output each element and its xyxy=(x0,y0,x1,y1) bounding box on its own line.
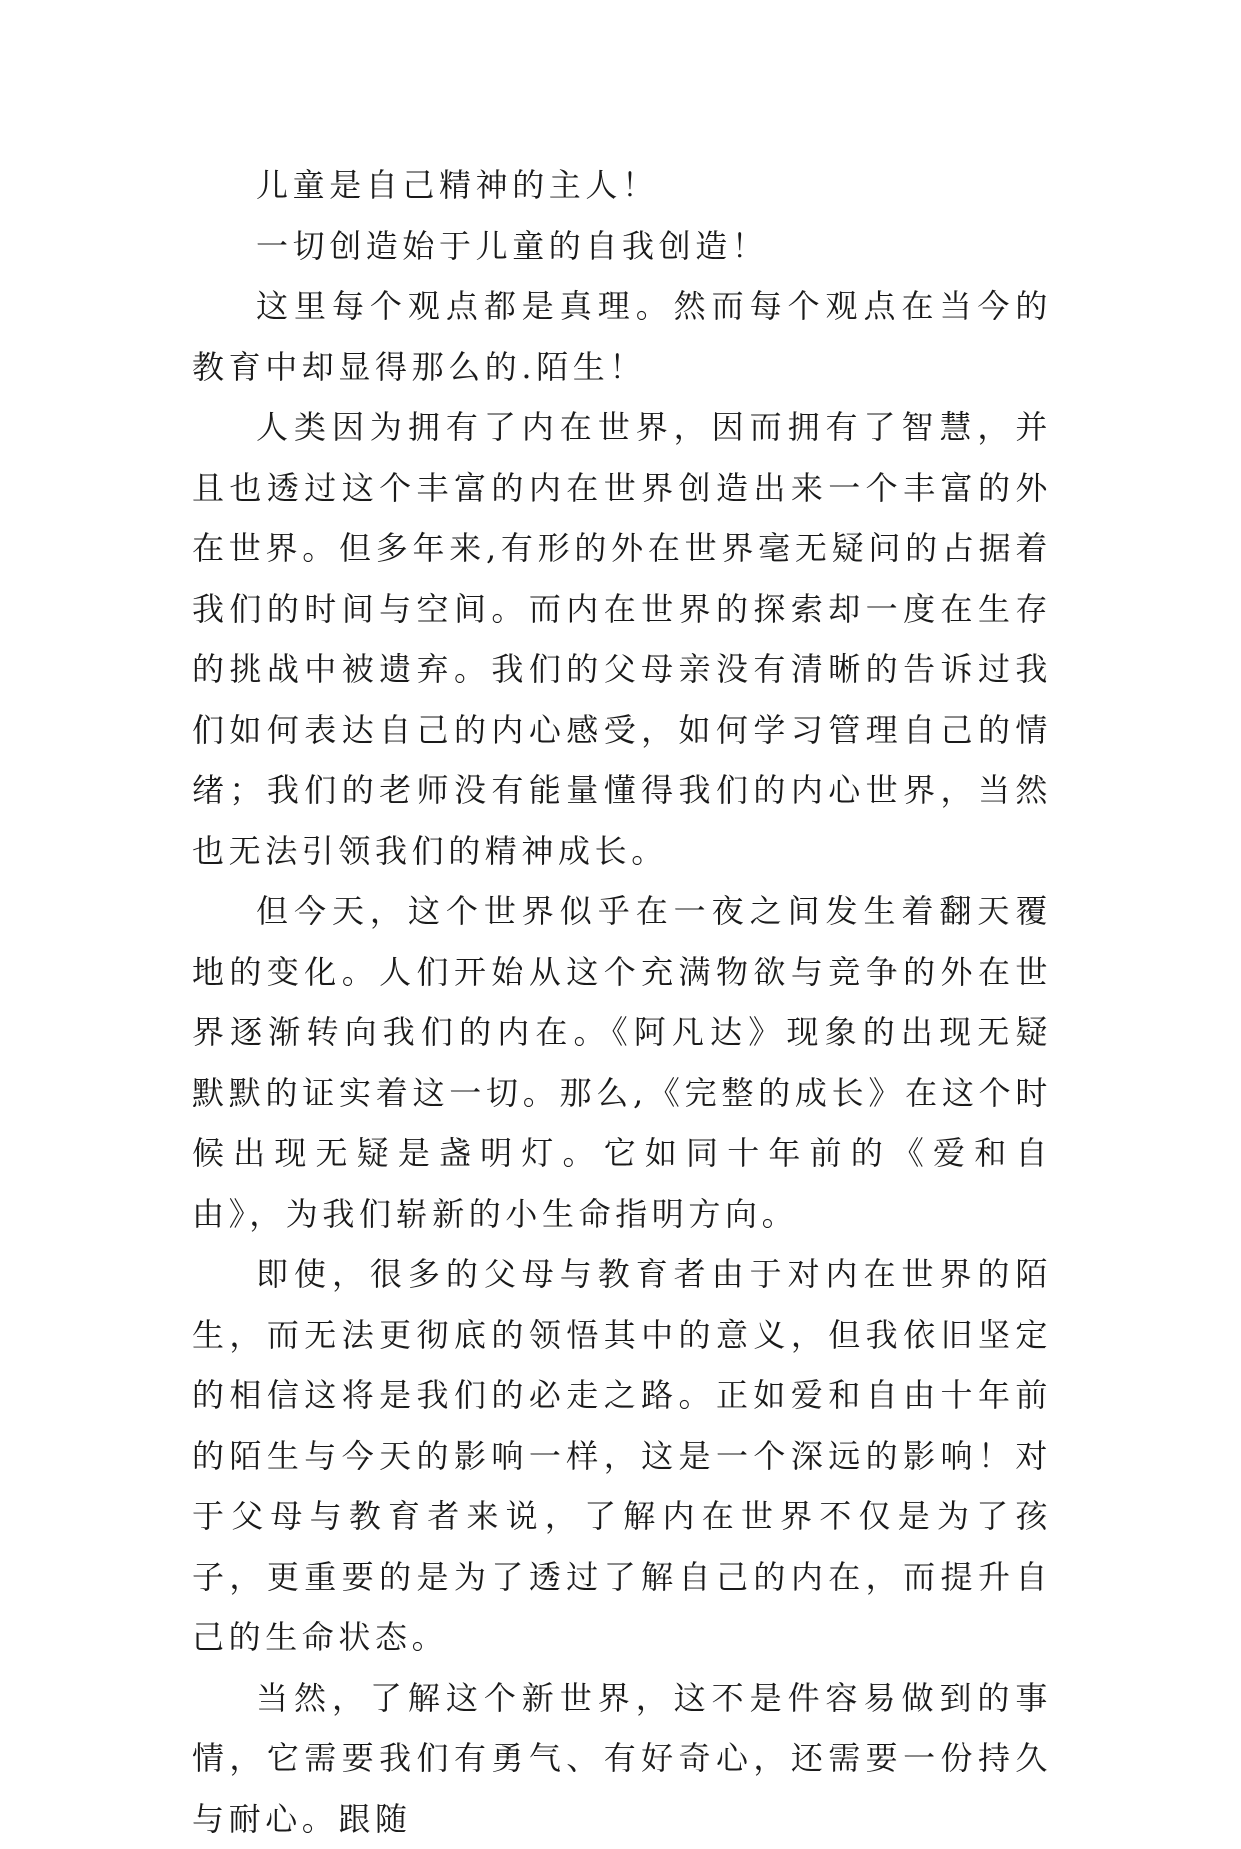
document-body xyxy=(192,155,1052,1849)
paragraph: 这里每个观点都是真理。然而每个观点在当今的教育中却显得那么的.陌生！ xyxy=(192,276,1052,397)
paragraph: 但今天，这个世界似乎在一夜之间发生着翻天覆地的变化。人们开始从这个充满物欲与竞争的外在世界逐渐转向我们的内在。《阿凡达》现象的出现无疑默默的证实着这一切。那么,《完整的成长》在这个时候出现无疑是盏明灯。它如同十年前的《爱和自由》，为我们崭新的小生命指明方向。 xyxy=(192,881,1052,1244)
paragraph: 当然，了解这个新世界，这不是件容易做到的事情，它需要我们有勇气、有好奇心，还需要一份持久与耐心。跟随 xyxy=(192,1668,1052,1849)
paragraph: 即使，很多的父母与教育者由于对内在世界的陌生，而无法更彻底的领悟其中的意义，但我依旧坚定的相信这将是我们的必走之路。正如爱和自由十年前的陌生与今天的影响一样，这是一个深远的影响！对于父母与教育者来说，了解内在世界不仅是为了孩子，更重要的是为了透过了解自己的内在，而提升自己的生命状态。 xyxy=(192,1244,1052,1668)
paragraph: 儿童是自己精神的主人！ xyxy=(192,155,1052,216)
paragraph: 人类因为拥有了内在世界，因而拥有了智慧，并且也透过这个丰富的内在世界创造出来一个丰富的外在世界。但多年来,有形的外在世界毫无疑问的占据着我们的时间与空间。而内在世界的探索却一度在生存的挑战中被遗弃。我们的父母亲没有清晰的告诉过我们如何表达自己的内心感受，如何学习管理自己的情绪；我们的老师没有能量懂得我们的内心世界，当然也无法引领我们的精神成长。 xyxy=(192,397,1052,881)
paragraph: 一切创造始于儿童的自我创造！ xyxy=(192,216,1052,277)
